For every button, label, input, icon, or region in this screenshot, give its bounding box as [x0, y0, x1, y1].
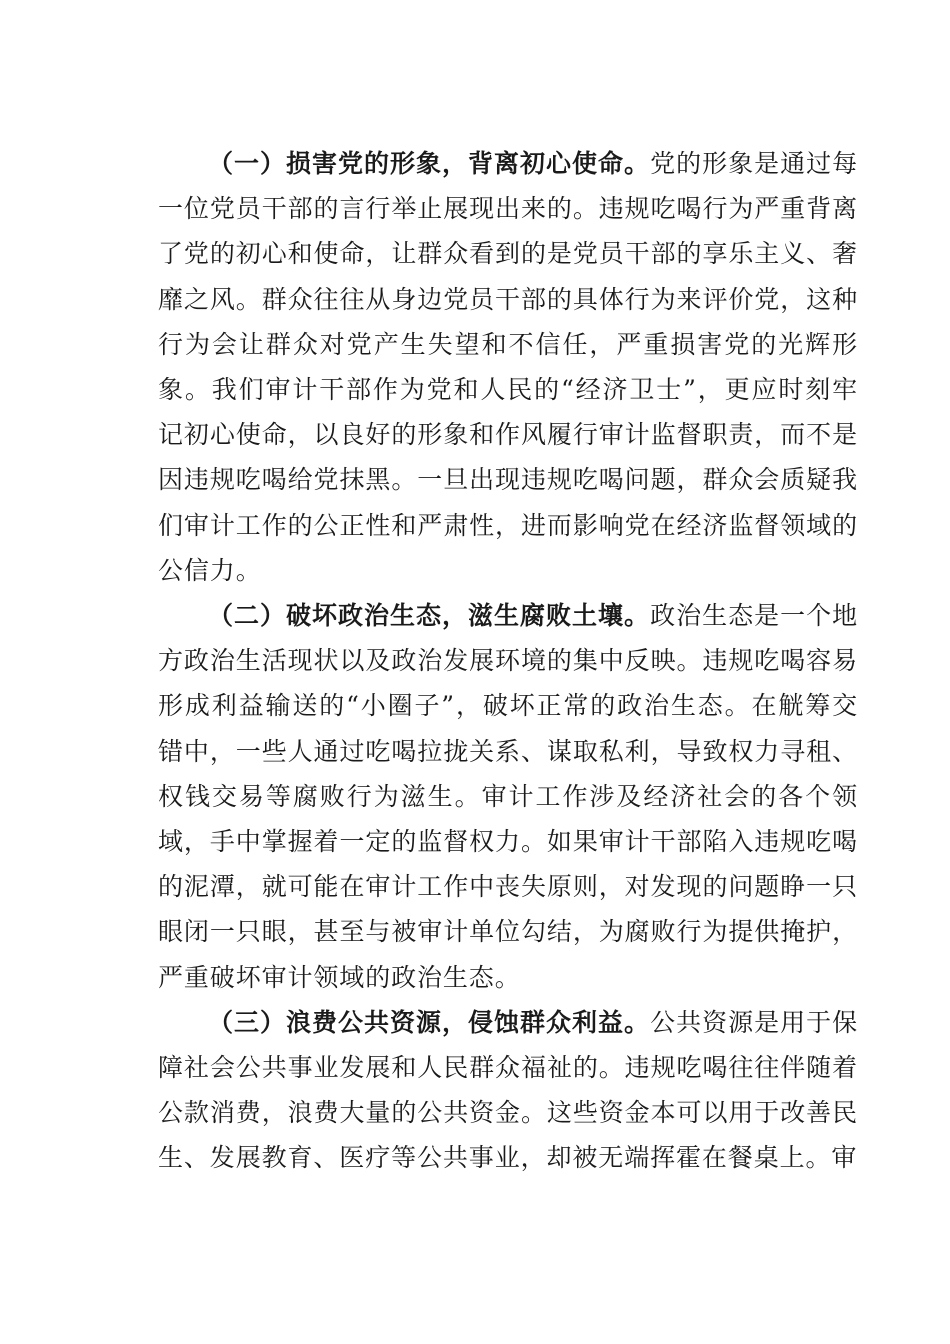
- paragraph-2-heading: （二）破坏政治生态，滋生腐败土壤。: [208, 601, 651, 631]
- paragraph-3-text: 公共资源是用于保障社会公共事业发展和人民群众福祉的。违规吃喝往往伴随着公款消费，浪费大量的公共资金。这些资金本可以用于改善民生、发展教育、医疗等公共事业，却被无端挥霍在餐桌上。审: [158, 1007, 858, 1173]
- paragraph-1-heading: （一）损害党的形象，背离初心使命。: [208, 149, 651, 178]
- paragraph-3-heading: （三）浪费公共资源，侵蚀群众利益。: [208, 1007, 651, 1037]
- paragraph-2: [158, 593, 858, 1000]
- paragraph-2-text: 政治生态是一个地方政治生活现状以及政治发展环境的集中反映。违规吃喝容易形成利益输送的“小圈子”，破坏正常的政治生态。在觥筹交错中，一些人通过吃喝拉拢关系、谋取私利，导致权力寻租、权钱交易等腐败行为滋生。审计工作涉及经济社会的各个领域，手中掌握着一定的监督权力。如果审计干部陷入违规吃喝的泥潭，就可能在审计工作中丧失原则，对发现的问题睁一只眼闭一只眼，甚至与被审计单位勾结，为腐败行为提供掩护，严重破坏审计领域的政治生态。: [158, 601, 858, 992]
- document-body: [158, 141, 858, 1181]
- paragraph-1: [158, 141, 858, 593]
- paragraph-3: [158, 1000, 858, 1181]
- paragraph-1-text: 党的形象是通过每一位党员干部的言行举止展现出来的。违规吃喝行为严重背离了党的初心和使命，让群众看到的是党员干部的享乐主义、奢靡之风。群众往往从身边党员干部的具体行为来评价党，这种行为会让群众对党产生失望和不信任，严重损害党的光辉形象。我们审计干部作为党和人民的“经济卫士”，更应时刻牢记初心使命，以良好的形象和作风履行审计监督职责，而不是因违规吃喝给党抹黑。一旦出现违规吃喝问题，群众会质疑我们审计工作的公正性和严肃性，进而影响党在经济监督领域的公信力。: [158, 149, 858, 585]
